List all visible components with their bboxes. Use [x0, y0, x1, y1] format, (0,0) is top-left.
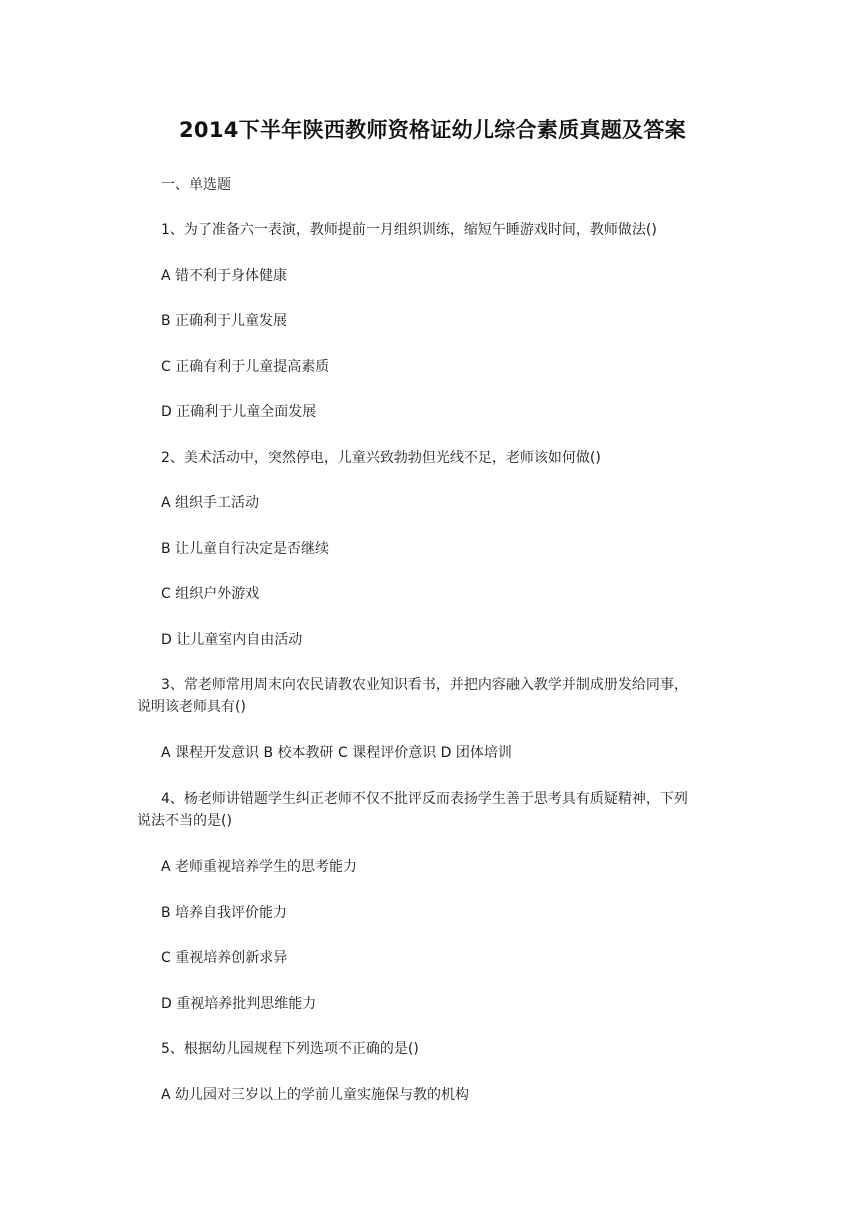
page-title: 2014下半年陕西教师资格证幼儿综合素质真题及答案 — [179, 118, 686, 142]
question-4-option-c: C 重视培养创新求异 — [161, 950, 288, 966]
question-5-option-a: A 幼儿园对三岁以上的学前儿童实施保与教的机构 — [161, 1087, 470, 1103]
question-2-stem: 2、美术活动中，突然停电，儿童兴致勃勃但光线不足，老师该如何做() — [161, 450, 601, 466]
question-4-stem-line-1: 4、杨老师讲错题学生纠正老师不仅不批评反而表扬学生善于思考具有质疑精神，下列 — [161, 791, 688, 807]
question-1-option-a: A 错不利于身体健康 — [161, 268, 288, 284]
question-1-stem: 1、为了准备六一表演，教师提前一月组织训练，缩短午睡游戏时间，教师做法() — [161, 222, 657, 238]
question-2-option-d: D 让儿童室内自由活动 — [161, 632, 303, 648]
question-3-options: A 课程开发意识 B 校本教研 C 课程评价意识 D 团体培训 — [161, 745, 512, 761]
question-1-option-d: D 正确利于儿童全面发展 — [161, 404, 317, 420]
question-1-option-b: B 正确利于儿童发展 — [161, 313, 288, 329]
question-3-stem — [137, 674, 743, 718]
section-heading: 一、单选题 — [161, 177, 231, 193]
question-2-option-a: A 组织手工活动 — [161, 495, 260, 511]
question-3-stem-line-1: 3、常老师常用周末向农民请教农业知识看书，并把内容融入教学并制成册发给同事， — [161, 677, 688, 693]
question-2-option-b: B 让儿童自行决定是否继续 — [161, 541, 330, 557]
question-4-stem — [137, 788, 743, 832]
question-2-option-c: C 组织户外游戏 — [161, 586, 260, 602]
question-5-stem: 5、根据幼儿园规程下列选项不正确的是() — [161, 1041, 419, 1057]
question-1-option-c: C 正确有利于儿童提高素质 — [161, 359, 330, 375]
question-4-stem-line-2: 说法不当的是() — [137, 813, 232, 829]
question-4-option-b: B 培养自我评价能力 — [161, 905, 288, 921]
question-4-option-a: A 老师重视培养学生的思考能力 — [161, 859, 358, 875]
question-4-option-d: D 重视培养批判思维能力 — [161, 996, 317, 1012]
question-3-stem-line-2: 说明该老师具有() — [137, 699, 246, 715]
